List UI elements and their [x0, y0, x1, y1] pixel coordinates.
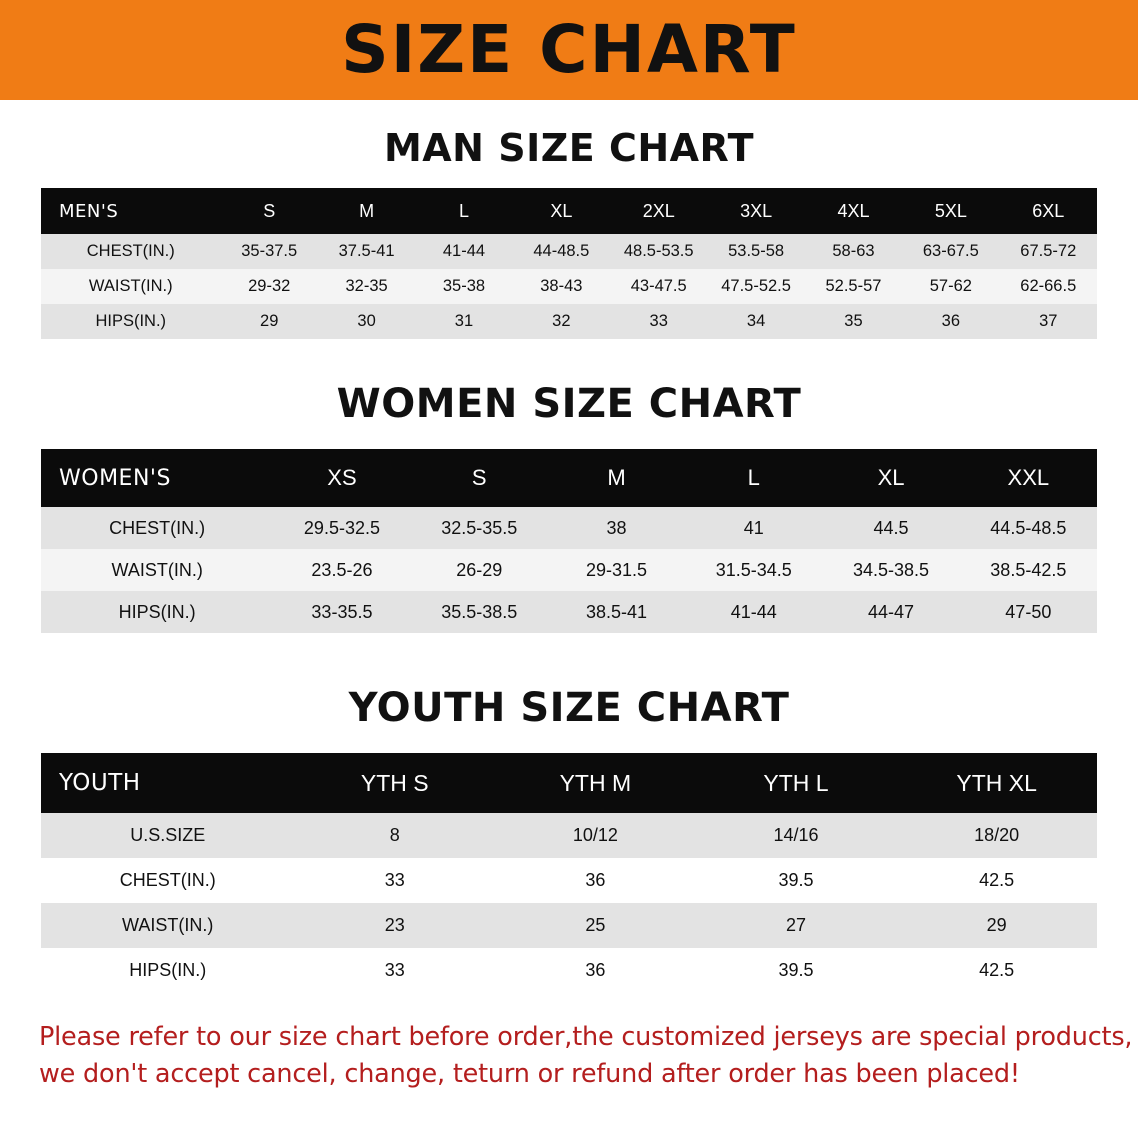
table-header-size: L	[415, 188, 512, 234]
table-cell: 18/20	[896, 813, 1097, 858]
table-cell: 47-50	[960, 591, 1097, 633]
table-row	[41, 948, 1097, 993]
table-cell: 33	[294, 948, 495, 993]
table-cell: 26-29	[411, 549, 548, 591]
order-policy-note-line-1: Please refer to our size chart before order,the customized jerseys are special products,	[39, 1022, 1133, 1052]
table-header-size: YTH L	[696, 753, 897, 813]
table-cell: 38-43	[513, 269, 610, 304]
table-cell: 67.5-72	[1000, 234, 1097, 269]
table-cell: 44.5-48.5	[960, 507, 1097, 549]
women-size-table	[41, 449, 1097, 633]
table-row	[41, 858, 1097, 903]
table-cell: 29	[896, 903, 1097, 948]
table-cell: 52.5-57	[805, 269, 902, 304]
youth-size-table	[41, 753, 1097, 993]
table-cell: 38	[548, 507, 685, 549]
table-header-size: 6XL	[1000, 188, 1097, 234]
table-header-size: YTH M	[495, 753, 696, 813]
table-cell: 31.5-34.5	[685, 549, 822, 591]
table-cell: 8	[294, 813, 495, 858]
table-row	[41, 549, 1097, 591]
table-cell: 39.5	[696, 858, 897, 903]
table-cell: 41-44	[415, 234, 512, 269]
table-header-size: L	[685, 449, 822, 507]
table-cell: 44-48.5	[513, 234, 610, 269]
table-cell: 29.5-32.5	[273, 507, 410, 549]
table-row-label: CHEST(IN.)	[41, 234, 221, 269]
youth-size-table-wrapper	[41, 753, 1097, 993]
table-cell: 29-32	[221, 269, 318, 304]
table-header-size: XXL	[960, 449, 1097, 507]
table-header-size: 5XL	[902, 188, 999, 234]
table-row-label: HIPS(IN.)	[41, 948, 294, 993]
table-cell: 35	[805, 304, 902, 339]
table-cell: 23	[294, 903, 495, 948]
order-policy-note	[39, 1019, 1133, 1093]
table-cell: 31	[415, 304, 512, 339]
table-header-size: YTH S	[294, 753, 495, 813]
table-cell: 58-63	[805, 234, 902, 269]
table-cell: 42.5	[896, 858, 1097, 903]
table-cell: 63-67.5	[902, 234, 999, 269]
table-cell: 30	[318, 304, 415, 339]
table-header-label: MEN'S	[41, 188, 221, 234]
table-row	[41, 507, 1097, 549]
table-header-size: XL	[822, 449, 959, 507]
table-cell: 36	[495, 858, 696, 903]
table-row-label: WAIST(IN.)	[41, 549, 273, 591]
table-cell: 62-66.5	[1000, 269, 1097, 304]
table-cell: 44.5	[822, 507, 959, 549]
table-cell: 10/12	[495, 813, 696, 858]
table-header-size: XS	[273, 449, 410, 507]
women-size-table-wrapper	[41, 449, 1097, 633]
table-cell: 37	[1000, 304, 1097, 339]
table-cell: 38.5-41	[548, 591, 685, 633]
table-cell: 33	[610, 304, 707, 339]
table-cell: 33	[294, 858, 495, 903]
table-row-label: U.S.SIZE	[41, 813, 294, 858]
table-cell: 47.5-52.5	[707, 269, 804, 304]
table-cell: 25	[495, 903, 696, 948]
table-header-size: M	[548, 449, 685, 507]
table-row	[41, 813, 1097, 858]
table-cell: 23.5-26	[273, 549, 410, 591]
table-row	[41, 269, 1097, 304]
table-row	[41, 591, 1097, 633]
table-row-label: HIPS(IN.)	[41, 304, 221, 339]
table-cell: 32-35	[318, 269, 415, 304]
youth-section-heading: YOUTH SIZE CHART	[348, 685, 790, 731]
table-cell: 41-44	[685, 591, 822, 633]
table-header-row	[41, 188, 1097, 234]
table-cell: 35-37.5	[221, 234, 318, 269]
table-row-label: WAIST(IN.)	[41, 903, 294, 948]
table-header-size: 3XL	[707, 188, 804, 234]
order-policy-note-line-2: we don't accept cancel, change, teturn or refund after order has been placed!	[39, 1058, 1020, 1089]
table-cell: 34.5-38.5	[822, 549, 959, 591]
table-header-row	[41, 449, 1097, 507]
table-header-size: XL	[513, 188, 610, 234]
table-cell: 29-31.5	[548, 549, 685, 591]
size-chart-banner	[0, 0, 1138, 100]
table-header-size: S	[221, 188, 318, 234]
table-cell: 48.5-53.5	[610, 234, 707, 269]
man-size-table	[41, 188, 1097, 339]
table-row-label: CHEST(IN.)	[41, 858, 294, 903]
table-cell: 53.5-58	[707, 234, 804, 269]
table-row-label: HIPS(IN.)	[41, 591, 273, 633]
table-cell: 34	[707, 304, 804, 339]
table-header-row	[41, 753, 1097, 813]
table-header-size: 2XL	[610, 188, 707, 234]
table-row	[41, 903, 1097, 948]
table-cell: 36	[495, 948, 696, 993]
table-cell: 32.5-35.5	[411, 507, 548, 549]
table-cell: 37.5-41	[318, 234, 415, 269]
women-section-heading: WOMEN SIZE CHART	[336, 381, 802, 427]
table-cell: 36	[902, 304, 999, 339]
man-section-heading: MAN SIZE CHART	[383, 126, 755, 170]
table-cell: 27	[696, 903, 897, 948]
table-cell: 32	[513, 304, 610, 339]
table-header-size: 4XL	[805, 188, 902, 234]
table-cell: 35.5-38.5	[411, 591, 548, 633]
table-row	[41, 234, 1097, 269]
table-cell: 35-38	[415, 269, 512, 304]
table-row-label: WAIST(IN.)	[41, 269, 221, 304]
table-cell: 39.5	[696, 948, 897, 993]
table-cell: 33-35.5	[273, 591, 410, 633]
table-header-size: YTH XL	[896, 753, 1097, 813]
table-row-label: CHEST(IN.)	[41, 507, 273, 549]
man-size-table-wrapper	[41, 188, 1097, 339]
table-row	[41, 304, 1097, 339]
table-cell: 43-47.5	[610, 269, 707, 304]
table-cell: 29	[221, 304, 318, 339]
table-header-size: M	[318, 188, 415, 234]
table-cell: 57-62	[902, 269, 999, 304]
table-cell: 41	[685, 507, 822, 549]
table-header-label: WOMEN'S	[41, 449, 273, 507]
table-header-size: S	[411, 449, 548, 507]
table-header-label: YOUTH	[41, 753, 294, 813]
table-cell: 14/16	[696, 813, 897, 858]
table-cell: 42.5	[896, 948, 1097, 993]
page-title: SIZE CHART	[341, 11, 797, 88]
table-cell: 44-47	[822, 591, 959, 633]
table-cell: 38.5-42.5	[960, 549, 1097, 591]
